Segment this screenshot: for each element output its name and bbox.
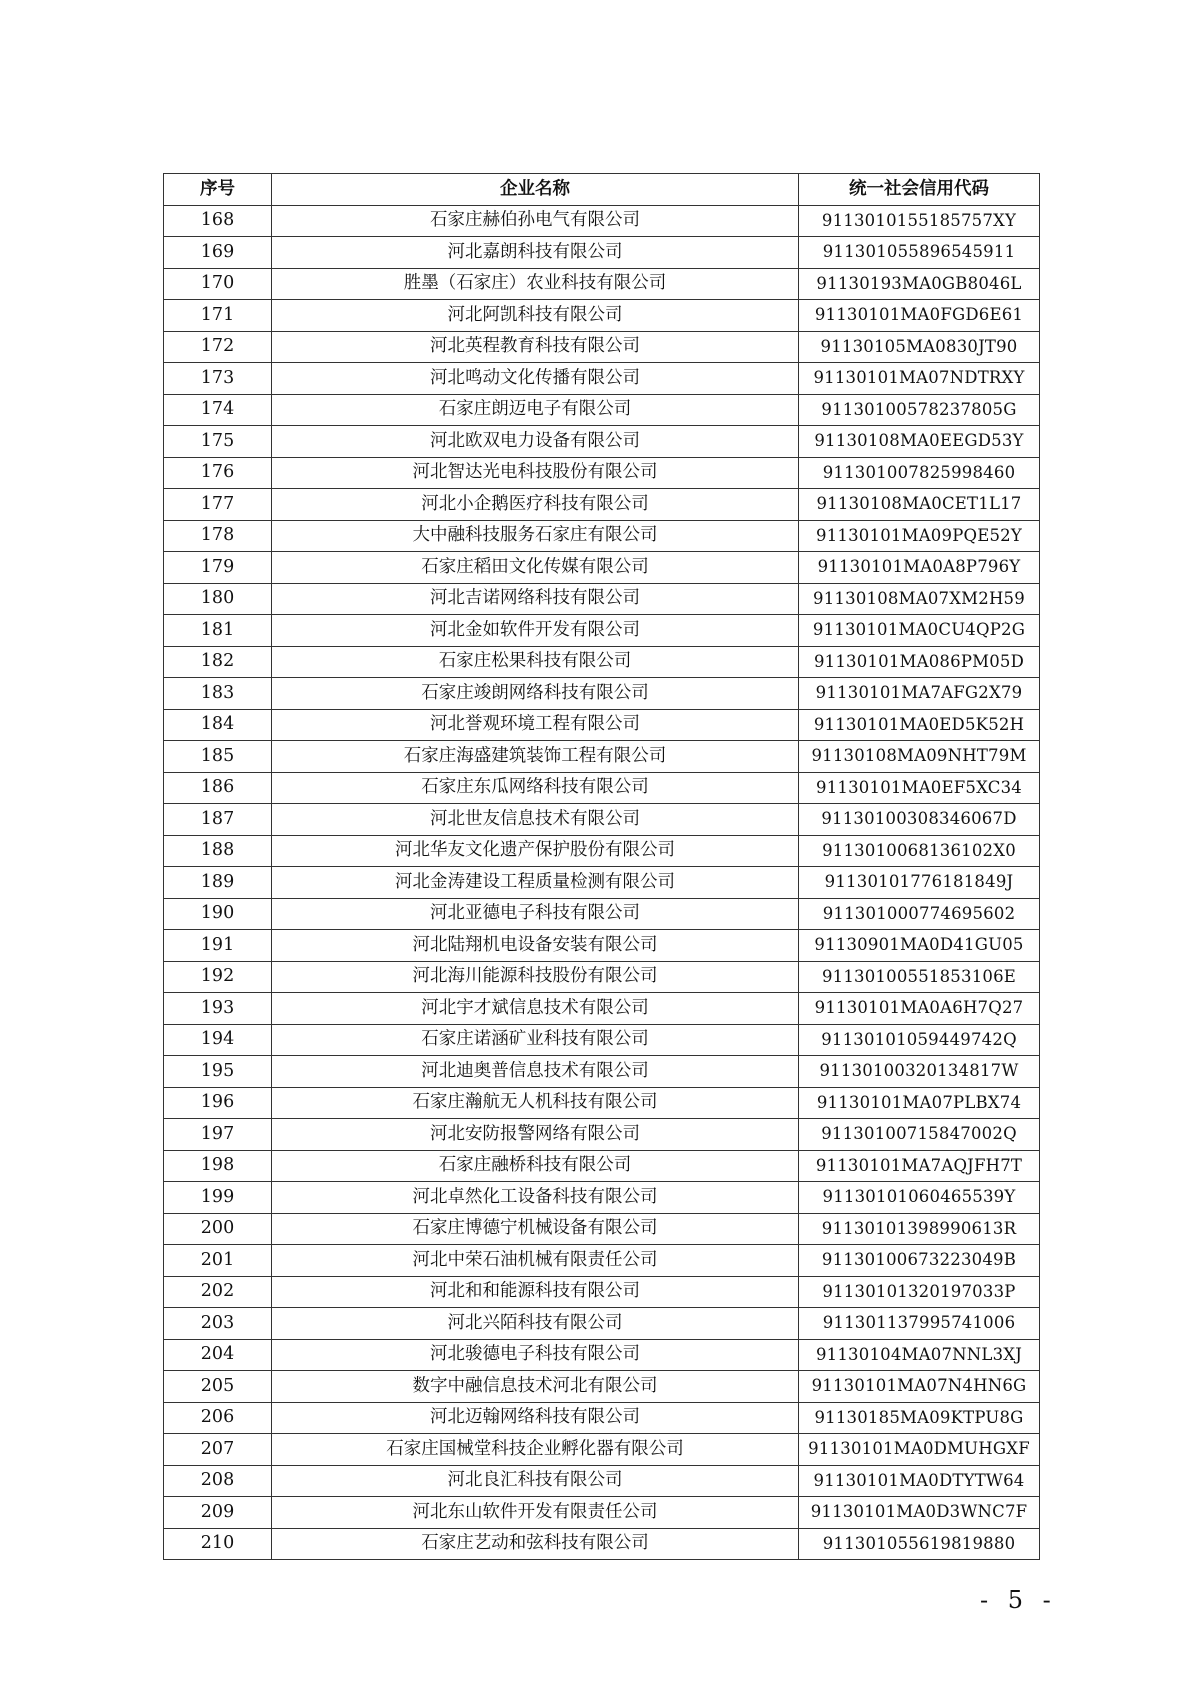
row-credit-code: 911301055896545911: [799, 237, 1040, 269]
row-credit-code: 911301055619819880: [799, 1528, 1040, 1560]
row-company-name: 石家庄博德宁机械设备有限公司: [272, 1213, 799, 1245]
row-credit-code: 91130105MA0830JT90: [799, 331, 1040, 363]
row-credit-code: 91130101MA07N4HN6G: [799, 1371, 1040, 1403]
row-company-name: 河北誉观环境工程有限公司: [272, 709, 799, 741]
table-row: [164, 1528, 1040, 1560]
row-seq: 184: [164, 709, 272, 741]
table-header-row: [164, 174, 1040, 206]
row-company-name: 石家庄稻田文化传媒有限公司: [272, 552, 799, 584]
row-seq: 194: [164, 1024, 272, 1056]
row-company-name: 河北金如软件开发有限公司: [272, 615, 799, 647]
row-credit-code: 91130100578237805G: [799, 394, 1040, 426]
row-credit-code: 91130100673223049B: [799, 1245, 1040, 1277]
row-seq: 202: [164, 1276, 272, 1308]
table-row: [164, 961, 1040, 993]
table-row: [164, 678, 1040, 710]
row-credit-code: 91130193MA0GB8046L: [799, 268, 1040, 300]
row-seq: 207: [164, 1434, 272, 1466]
row-credit-code: 91130100551853106E: [799, 961, 1040, 993]
table-row: [164, 615, 1040, 647]
row-credit-code: 9113010155185757XY: [799, 205, 1040, 237]
row-seq: 172: [164, 331, 272, 363]
row-seq: 195: [164, 1056, 272, 1088]
row-seq: 198: [164, 1150, 272, 1182]
row-credit-code: 91130101320197033P: [799, 1276, 1040, 1308]
table-row: [164, 457, 1040, 489]
header-company-name: 企业名称: [272, 174, 799, 206]
table-row: [164, 772, 1040, 804]
table-row: [164, 867, 1040, 899]
row-seq: 178: [164, 520, 272, 552]
row-seq: 187: [164, 804, 272, 836]
table-row: [164, 1308, 1040, 1340]
row-seq: 182: [164, 646, 272, 678]
row-company-name: 河北亚德电子科技有限公司: [272, 898, 799, 930]
row-company-name: 河北世友信息技术有限公司: [272, 804, 799, 836]
table-row: [164, 331, 1040, 363]
row-seq: 170: [164, 268, 272, 300]
row-seq: 177: [164, 489, 272, 521]
row-seq: 190: [164, 898, 272, 930]
row-credit-code: 911301137995741006: [799, 1308, 1040, 1340]
table-row: [164, 363, 1040, 395]
table-row: [164, 1465, 1040, 1497]
row-company-name: 河北中荣石油机械有限责任公司: [272, 1245, 799, 1277]
row-seq: 199: [164, 1182, 272, 1214]
row-company-name: 河北安防报警网络有限公司: [272, 1119, 799, 1151]
row-seq: 200: [164, 1213, 272, 1245]
row-seq: 171: [164, 300, 272, 332]
table-row: [164, 1276, 1040, 1308]
row-credit-code: 91130101MA07PLBX74: [799, 1087, 1040, 1119]
row-credit-code: 91130101MA0A8P796Y: [799, 552, 1040, 584]
row-seq: 191: [164, 930, 272, 962]
row-credit-code: 91130101060465539Y: [799, 1182, 1040, 1214]
row-seq: 205: [164, 1371, 272, 1403]
row-company-name: 河北和和能源科技有限公司: [272, 1276, 799, 1308]
table-row: [164, 300, 1040, 332]
table-row: [164, 898, 1040, 930]
row-credit-code: 91130101MA0CU4QP2G: [799, 615, 1040, 647]
row-company-name: 河北小企鹅医疗科技有限公司: [272, 489, 799, 521]
row-company-name: 河北宇才斌信息技术有限公司: [272, 993, 799, 1025]
row-credit-code: 9113010068136102X0: [799, 835, 1040, 867]
table-row: [164, 205, 1040, 237]
table-row: [164, 1150, 1040, 1182]
row-company-name: 石家庄诺涵矿业科技有限公司: [272, 1024, 799, 1056]
row-seq: 179: [164, 552, 272, 584]
row-credit-code: 91130101MA0DTYTW64: [799, 1465, 1040, 1497]
row-company-name: 河北迈翰网络科技有限公司: [272, 1402, 799, 1434]
row-company-name: 河北欧双电力设备有限公司: [272, 426, 799, 458]
row-seq: 210: [164, 1528, 272, 1560]
row-credit-code: 91130101MA09PQE52Y: [799, 520, 1040, 552]
table-row: [164, 268, 1040, 300]
table-row: [164, 646, 1040, 678]
row-seq: 180: [164, 583, 272, 615]
row-company-name: 河北英程教育科技有限公司: [272, 331, 799, 363]
row-credit-code: 91130101MA0DMUHGXF: [799, 1434, 1040, 1466]
table-row: [164, 1245, 1040, 1277]
table-row: [164, 237, 1040, 269]
row-company-name: 河北卓然化工设备科技有限公司: [272, 1182, 799, 1214]
row-seq: 174: [164, 394, 272, 426]
row-credit-code: 91130108MA0CET1L17: [799, 489, 1040, 521]
row-company-name: 河北陆翔机电设备安装有限公司: [272, 930, 799, 962]
header-credit-code: 统一社会信用代码: [799, 174, 1040, 206]
row-seq: 206: [164, 1402, 272, 1434]
row-credit-code: 91130108MA0EEGD53Y: [799, 426, 1040, 458]
row-company-name: 河北迪奥普信息技术有限公司: [272, 1056, 799, 1088]
row-seq: 175: [164, 426, 272, 458]
row-credit-code: 91130101MA0EF5XC34: [799, 772, 1040, 804]
table-row: [164, 552, 1040, 584]
table-row: [164, 1119, 1040, 1151]
row-credit-code: 91130101MA086PM05D: [799, 646, 1040, 678]
table-row: [164, 1087, 1040, 1119]
row-credit-code: 91130108MA07XM2H59: [799, 583, 1040, 615]
row-seq: 209: [164, 1497, 272, 1529]
table-row: [164, 583, 1040, 615]
row-company-name: 石家庄融桥科技有限公司: [272, 1150, 799, 1182]
table-row: [164, 1434, 1040, 1466]
row-company-name: 胜墨（石家庄）农业科技有限公司: [272, 268, 799, 300]
table-row: [164, 489, 1040, 521]
header-seq: 序号: [164, 174, 272, 206]
row-company-name: 河北金涛建设工程质量检测有限公司: [272, 867, 799, 899]
table-row: [164, 1213, 1040, 1245]
row-seq: 197: [164, 1119, 272, 1151]
table-row: [164, 520, 1040, 552]
row-seq: 176: [164, 457, 272, 489]
row-company-name: 河北阿凯科技有限公司: [272, 300, 799, 332]
table-row: [164, 1182, 1040, 1214]
row-company-name: 石家庄瀚航无人机科技有限公司: [272, 1087, 799, 1119]
row-company-name: 河北骏德电子科技有限公司: [272, 1339, 799, 1371]
row-company-name: 石家庄国械堂科技企业孵化器有限公司: [272, 1434, 799, 1466]
table-row: [164, 1056, 1040, 1088]
row-credit-code: 91130101398990613R: [799, 1213, 1040, 1245]
table-body: [164, 205, 1040, 1560]
row-credit-code: 91130108MA09NHT79M: [799, 741, 1040, 773]
row-company-name: 河北吉诺网络科技有限公司: [272, 583, 799, 615]
row-seq: 188: [164, 835, 272, 867]
row-seq: 208: [164, 1465, 272, 1497]
table-row: [164, 804, 1040, 836]
row-company-name: 河北鸣动文化传播有限公司: [272, 363, 799, 395]
row-seq: 193: [164, 993, 272, 1025]
row-credit-code: 91130101MA7AFG2X79: [799, 678, 1040, 710]
company-table: [163, 173, 1040, 1560]
row-seq: 168: [164, 205, 272, 237]
row-credit-code: 91130101059449742Q: [799, 1024, 1040, 1056]
row-credit-code: 911301007825998460: [799, 457, 1040, 489]
row-company-name: 河北海川能源科技股份有限公司: [272, 961, 799, 993]
row-seq: 186: [164, 772, 272, 804]
row-credit-code: 911301000774695602: [799, 898, 1040, 930]
row-credit-code: 91130101MA7AQJFH7T: [799, 1150, 1040, 1182]
row-credit-code: 91130100308346067D: [799, 804, 1040, 836]
row-company-name: 石家庄竣朗网络科技有限公司: [272, 678, 799, 710]
row-seq: 183: [164, 678, 272, 710]
row-credit-code: 91130101MA0D3WNC7F: [799, 1497, 1040, 1529]
table-row: [164, 1371, 1040, 1403]
table-row: [164, 1497, 1040, 1529]
row-credit-code: 91130101776181849J: [799, 867, 1040, 899]
row-company-name: 石家庄海盛建筑装饰工程有限公司: [272, 741, 799, 773]
row-seq: 185: [164, 741, 272, 773]
table-row: [164, 1024, 1040, 1056]
row-credit-code: 91130101MA0ED5K52H: [799, 709, 1040, 741]
row-company-name: 河北嘉朗科技有限公司: [272, 237, 799, 269]
row-credit-code: 91130100715847002Q: [799, 1119, 1040, 1151]
table-row: [164, 1402, 1040, 1434]
table-row: [164, 930, 1040, 962]
row-credit-code: 91130100320134817W: [799, 1056, 1040, 1088]
table-row: [164, 835, 1040, 867]
row-seq: 203: [164, 1308, 272, 1340]
row-company-name: 河北兴陌科技有限公司: [272, 1308, 799, 1340]
row-company-name: 河北智达光电科技股份有限公司: [272, 457, 799, 489]
table-row: [164, 394, 1040, 426]
table-row: [164, 709, 1040, 741]
row-company-name: 数字中融信息技术河北有限公司: [272, 1371, 799, 1403]
row-seq: 169: [164, 237, 272, 269]
row-seq: 201: [164, 1245, 272, 1277]
row-credit-code: 91130104MA07NNL3XJ: [799, 1339, 1040, 1371]
row-company-name: 石家庄艺动和弦科技有限公司: [272, 1528, 799, 1560]
page-number: - 5 -: [980, 1586, 1057, 1614]
row-company-name: 河北东山软件开发有限责任公司: [272, 1497, 799, 1529]
row-company-name: 河北良汇科技有限公司: [272, 1465, 799, 1497]
table-row: [164, 741, 1040, 773]
row-credit-code: 91130185MA09KTPU8G: [799, 1402, 1040, 1434]
row-seq: 181: [164, 615, 272, 647]
row-company-name: 河北华友文化遗产保护股份有限公司: [272, 835, 799, 867]
row-seq: 173: [164, 363, 272, 395]
row-company-name: 石家庄赫伯孙电气有限公司: [272, 205, 799, 237]
row-seq: 192: [164, 961, 272, 993]
row-seq: 204: [164, 1339, 272, 1371]
row-credit-code: 91130101MA0FGD6E61: [799, 300, 1040, 332]
row-credit-code: 91130901MA0D41GU05: [799, 930, 1040, 962]
table-row: [164, 993, 1040, 1025]
row-company-name: 石家庄东瓜网络科技有限公司: [272, 772, 799, 804]
row-company-name: 石家庄松果科技有限公司: [272, 646, 799, 678]
row-seq: 196: [164, 1087, 272, 1119]
row-credit-code: 91130101MA0A6H7Q27: [799, 993, 1040, 1025]
row-seq: 189: [164, 867, 272, 899]
table-row: [164, 1339, 1040, 1371]
row-credit-code: 91130101MA07NDTRXY: [799, 363, 1040, 395]
table-row: [164, 426, 1040, 458]
row-company-name: 石家庄朗迈电子有限公司: [272, 394, 799, 426]
row-company-name: 大中融科技服务石家庄有限公司: [272, 520, 799, 552]
